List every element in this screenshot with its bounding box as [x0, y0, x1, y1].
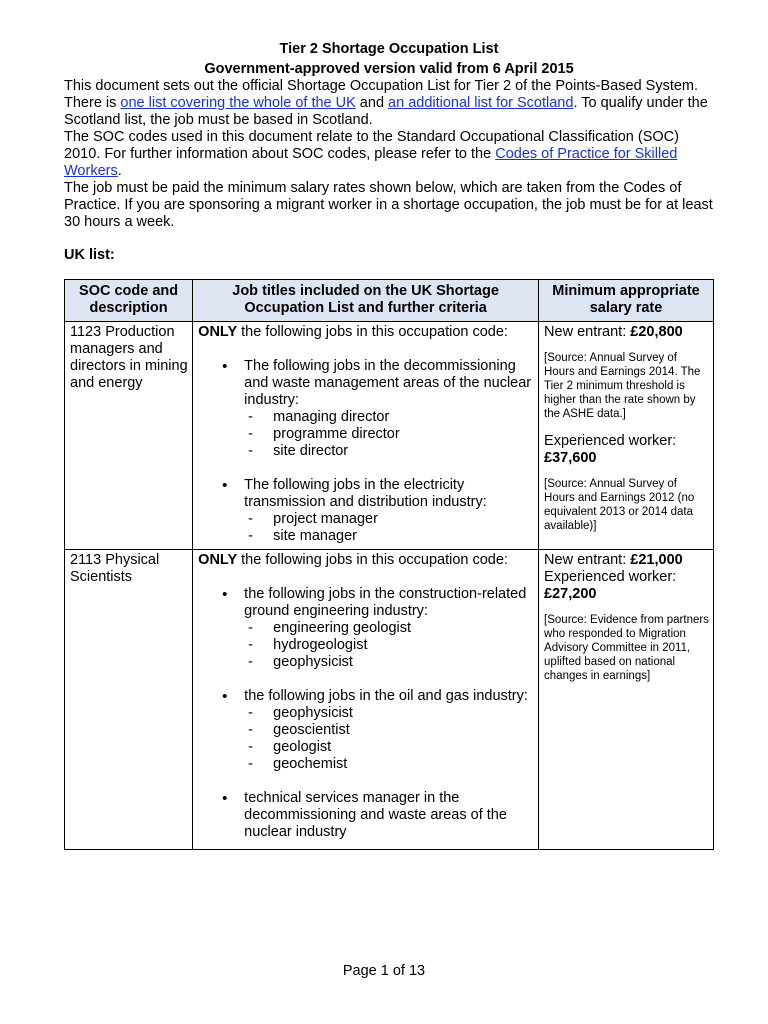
- job-group-text: the following jobs in the oil and gas industry:: [244, 688, 528, 704]
- codes-of-practice-link[interactable]: Codes of Practice for Skilled Workers: [64, 146, 678, 179]
- table-header-row: [65, 280, 714, 322]
- column-header-soc: SOC code and description: [65, 280, 193, 322]
- column-header-salary: Minimum appropriate salary rate: [539, 280, 714, 322]
- job-titles-cell: [193, 550, 539, 850]
- job-title-item: - project manager: [244, 511, 534, 528]
- salary-value: £21,000: [630, 552, 683, 568]
- job-title-item: - engineering geologist: [244, 620, 534, 637]
- intro-text: This document sets out the official Shortage Occupation List for Tier 2 of the Points-Based System. There is: [64, 78, 699, 111]
- document-subtitle: Government-approved version valid from 6 April 2015: [204, 61, 574, 77]
- uk-list-heading: UK list:: [64, 247, 115, 263]
- job-group-list: [198, 358, 534, 545]
- column-header-job-titles: Job titles included on the UK Shortage Occupation List and further criteria: [193, 280, 539, 322]
- job-group: [198, 790, 534, 841]
- job-title-item: - geophysicist: [244, 705, 534, 722]
- job-title-item: - geoscientist: [244, 722, 534, 739]
- intro-paragraph-3: The job must be paid the minimum salary rates shown below, which are taken from the Codes of Practice. If you are sponsoring a migrant worker in a shortage occupation, the job must be for at least 30 hours a week.: [64, 180, 713, 230]
- only-line: [198, 324, 534, 341]
- job-group-text: The following jobs in the electricity transmission and distribution industry:: [244, 477, 487, 510]
- salary-label: Experienced worker:: [544, 433, 677, 449]
- job-title-item: - hydrogeologist: [244, 637, 534, 654]
- only-keyword: ONLY: [198, 552, 238, 568]
- soc-cell: 2113 Physical Scientists: [65, 550, 193, 850]
- experienced-worker-salary: [544, 433, 709, 467]
- job-group-text: the following jobs in the construction-related ground engineering industry:: [244, 586, 527, 619]
- intro-paragraph-1: [64, 78, 714, 129]
- job-group: [198, 586, 534, 671]
- salary-value: £20,800: [630, 324, 683, 340]
- job-title-item: - site director: [244, 443, 534, 460]
- document-title: Tier 2 Shortage Occupation List: [279, 41, 499, 57]
- only-text: the following jobs in this occupation code:: [237, 552, 508, 568]
- job-group-list: [198, 586, 534, 841]
- scotland-list-link[interactable]: an additional list for Scotland: [388, 95, 574, 111]
- job-title-item: - geologist: [244, 739, 534, 756]
- document-page: [64, 40, 714, 850]
- salary-source: [Source: Annual Survey of Hours and Earnings 2014. The Tier 2 minimum threshold is higher than the rate shown by the ASHE data.]: [544, 352, 701, 420]
- job-title-list: [244, 620, 534, 671]
- job-titles-cell: [193, 322, 539, 550]
- job-title-item: - geophysicist: [244, 654, 534, 671]
- table-row: [65, 322, 714, 550]
- salary-cell: [539, 550, 714, 850]
- job-title-list: [244, 705, 534, 773]
- intro-text: and: [355, 95, 389, 111]
- salary-cell: [539, 322, 714, 550]
- intro-text: The SOC codes used in this document relate to the Standard Occupational Classification (SOC) 2010. For further information about SOC codes, please refer to the: [64, 129, 679, 162]
- intro-text: . To qualify under the Scotland list, the job must be based in Scotland.: [64, 95, 708, 128]
- salary-value: £27,200: [544, 586, 597, 602]
- only-line: [198, 552, 534, 569]
- only-keyword: ONLY: [198, 324, 238, 340]
- intro-paragraph-2: [64, 129, 714, 180]
- page-number: Page 1 of 13: [342, 963, 426, 979]
- job-group-text: The following jobs in the decommissioning and waste management areas of the nuclear industry:: [244, 358, 532, 408]
- job-group: [198, 477, 534, 545]
- job-title-list: [244, 409, 534, 460]
- job-title-item: - managing director: [244, 409, 534, 426]
- intro-text: .: [117, 163, 122, 179]
- job-title-list: [244, 511, 534, 545]
- job-group: [198, 358, 534, 460]
- salary-label: Experienced worker:: [544, 569, 677, 585]
- job-title-item: - geochemist: [244, 756, 534, 773]
- only-text: the following jobs in this occupation code:: [237, 324, 508, 340]
- table-row: [65, 550, 714, 850]
- job-title-item: - site manager: [244, 528, 534, 545]
- salary-source: [Source: Annual Survey of Hours and Earnings 2012 (no equivalent 2013 or 2014 data available)]: [544, 478, 695, 532]
- new-entrant-salary: [544, 552, 709, 569]
- salary-label: New entrant:: [544, 324, 631, 340]
- salary-source: [Source: Evidence from partners who responded to Migration Advisory Committee in 2011, uplifted based on national changes in earnings]: [544, 614, 709, 682]
- job-group: [198, 688, 534, 773]
- experienced-worker-salary: [544, 569, 709, 603]
- shortage-occupation-table: [64, 279, 714, 850]
- soc-cell: 1123 Production managers and directors in mining and energy: [65, 322, 193, 550]
- job-title-item: - programme director: [244, 426, 534, 443]
- salary-value: £37,600: [544, 450, 597, 466]
- new-entrant-salary: [544, 324, 709, 341]
- uk-list-link[interactable]: one list covering the whole of the UK: [120, 95, 356, 111]
- job-group-text: technical services manager in the decommissioning and waste areas of the nuclear industry: [244, 790, 507, 840]
- salary-label: New entrant:: [544, 552, 631, 568]
